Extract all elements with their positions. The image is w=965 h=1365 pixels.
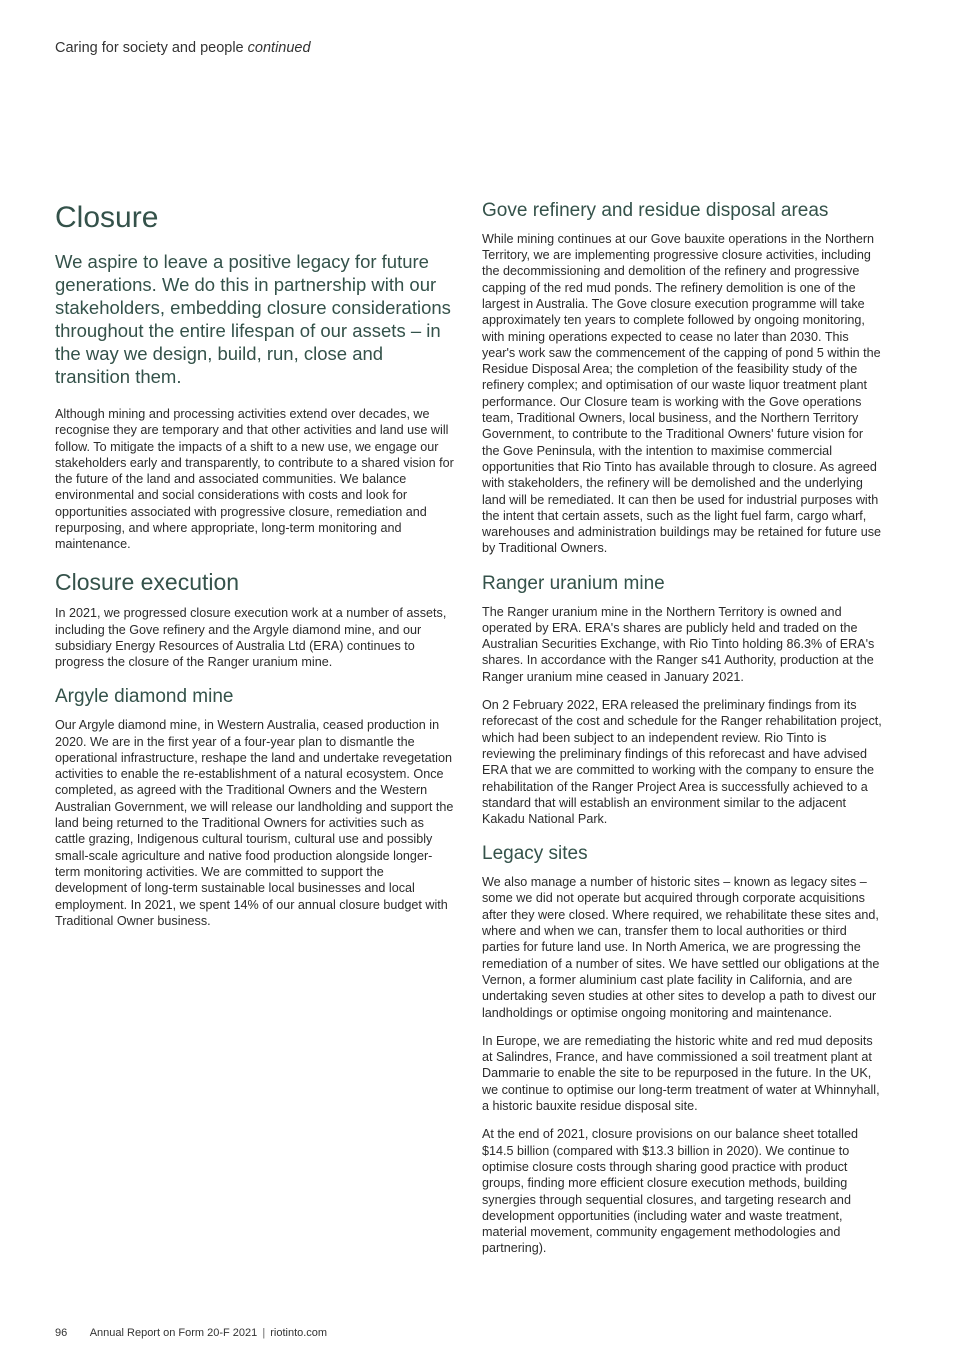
argyle-paragraph: Our Argyle diamond mine, in Western Australia, ceased production in 2020. We are in the first year of a four-year plan to dismantle the operational infrastructure, reshape the land and undertake revegetation activities to enable the re-establishment of a natural ecosystem. Once completed, as agreed with the Traditional Owners and the Western Australian Government, we will release our landholding and support the land being returned to the Traditional Owners for activities such as cattle grazing, Indigenous cultural tourism, cultural use and possibly small-scale agriculture and native food production alongside longer-term monitoring activities. We are committed to support the development of long-term sustainable local businesses and local employment. In 2021, we spent 14% of our annual closure budget with Traditional Owner business. <box>55 718 454 928</box>
right-column <box>482 200 882 1269</box>
legacy-section <box>482 843 882 1256</box>
ranger-paragraph-1: The Ranger uranium mine in the Northern Territory is owned and operated by ERA. ERA's shares are publicly held and traded on the Australian Securities Exchange, with Rio Tinto holding 86.3% of ERA's shares. In accordance with the Ranger s41 Authority, production at the Ranger uranium mine ceased in January 2021. <box>482 604 875 684</box>
page-footer <box>55 1327 327 1339</box>
gove-paragraph: While mining continues at our Gove bauxite operations in the Northern Territory, we are implementing progressive closure activities, including the decommissioning and demolition of the refinery and progressive capping of the red mud ponds. The refinery demolition is one of the largest in Australia. The Gove closure execution programme will take approximately ten years to complete followed by ongoing monitoring, with mining operations expected to cease no later than 2030. This year's work saw the commencement of the capping of pond 5 within the Residue Disposal Area; the completion of the feasibility study of the refinery complex; and optimisation of our waste liquor treatment plant performance. Our Closure team is working with the Gove operations team, Traditional Owners, local business, and the Northern Territory Government, to contribute to the Traditional Owners' future vision for the Gove Peninsula, with the intention to maximise commercial opportunities that Rio Tinto has available through to closure. As agreed with stakeholders, the refinery will be demolished and the underlying land will be remediated. It can then be used for industrial purposes with the intent that certain assets, such as the light fuel farm, cargo wharf, warehouses and administration buildings may be retained for future use by Traditional Owners. <box>482 231 882 556</box>
gove-section <box>482 200 882 557</box>
report-title: Annual Report on Form 20-F 2021 <box>89 1327 258 1339</box>
argyle-heading: Argyle diamond mine <box>55 686 234 708</box>
legacy-heading: Legacy sites <box>482 843 588 865</box>
website-link[interactable]: riotinto.com <box>270 1327 328 1339</box>
footer-separator: | <box>262 1327 266 1339</box>
legacy-paragraph-1: We also manage a number of historic sites – known as legacy sites – some we did not operate but acquired through corporate acquisitions after they were closed. Where required, we rehabilitate these sites and, where and when we can, transfer them to local authorities or third parties for future land use. In North America, we are progressing the remediation of a number of sites. We have settled our obligations at the Vernon, a former aluminium cast plate facility in California, and are undertaking seven studies at other sites to develop a path to divest our landholdings or optimise ongoing monitoring and maintenance. <box>482 875 880 1020</box>
intro-paragraph: Although mining and processing activities extend over decades, we recognise they are temporary and that other activities and land use will follow. To mitigate the impacts of a shift to a new use, we engage our stakeholders early and transparently, to contribute to a shared vision for the future of the land and associated communities. We balance environmental and social considerations with costs and look for opportunities associated with progressive closure, remediation and repurposing, and where appropriate, long-term monitoring and maintenance. <box>55 407 454 552</box>
argyle-section <box>55 686 455 929</box>
legacy-paragraph-3: At the end of 2021, closure provisions on our balance sheet totalled $14.5 billion (compared with $13.3 billion in 2020). We continue to optimise closure costs through sharing good practice with product groups, finding more efficient closure execution methods, building synergies through sequential closures, and targeting research and development opportunities (including water and waste treatment, material movement, community engagement methodologies and partnering). <box>482 1127 858 1256</box>
legacy-paragraph-2: In Europe, we are remediating the historic white and red mud deposits at Salindres, France, and have commissioned a soil treatment plant at Dammarie to enable the site to be repurposed in the future. In the UK, we continue to optimise our long-term treatment of water at Whinnyhall, a historic bauxite residue disposal site. <box>482 1033 880 1114</box>
closure-execution-paragraph: In 2021, we progressed closure execution work at a number of assets, including the Gove refinery and the Argyle diamond mine, and our subsidiary Energy Resources of Australia Ltd (ERA) continues to progress the closure of the Ranger uranium mine. <box>55 606 447 670</box>
lead-paragraph: We aspire to leave a positive legacy for future generations. We do this in partnership with our stakeholders, embedding closure considerations throughout the entire lifespan of our assets – in the way we design, build, run, close and transition them. <box>55 251 451 387</box>
ranger-heading: Ranger uranium mine <box>482 572 665 594</box>
ranger-paragraph-2: On 2 February 2022, ERA released the preliminary findings from its reforecast of the cost and schedule for the Ranger rehabilitation project, which had been subject to an independent review. Rio Tinto is reviewing the preliminary findings of this reforecast and have advised ERA that we are committed to working with the company to ensure the rehabilitation of the Ranger Project Area is successfully achieved to a standard that will establish an environment similar to the adjacent Kakadu National Park. <box>482 698 882 827</box>
closure-execution-section <box>55 569 455 671</box>
ranger-section <box>482 573 882 828</box>
closure-heading: Closure <box>55 201 159 234</box>
header-continued: continued <box>247 40 311 56</box>
closure-execution-heading: Closure execution <box>55 568 240 595</box>
gove-heading: Gove refinery and residue disposal areas <box>482 200 829 221</box>
left-column <box>55 200 455 941</box>
running-header <box>55 40 311 56</box>
header-title: Caring for society and people <box>55 40 244 56</box>
page-number: 96 <box>55 1327 68 1339</box>
